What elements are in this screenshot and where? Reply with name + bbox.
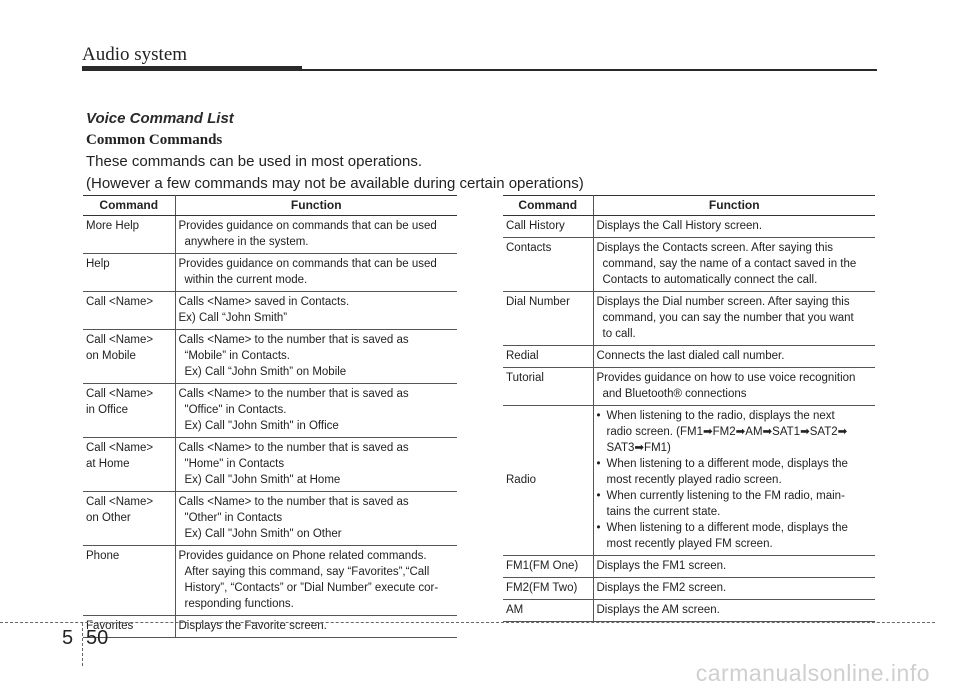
page-header-title: Audio system [82,44,188,65]
text-line: Contacts to automatically connect the call. [602,274,818,286]
function-cell [175,384,457,438]
text-line: Tutorial [506,372,544,384]
text-line: command, you can say the number that you want [602,312,854,324]
text-line: Connects the last dialed call number. [596,350,785,362]
text-line: Call <Name> [86,296,154,308]
text-line: AM [506,604,524,616]
function-cell [593,578,875,600]
text-line: SAT3➡FM1) [606,442,671,454]
header-bar-thin [302,69,877,71]
radio-section [503,406,875,556]
text-line: FM1(FM One) [506,560,579,572]
intro-text-line-1: These commands can be used in most operations. [86,153,423,170]
command-column-header: Command [83,196,175,216]
text-line: Calls <Name> saved in Contacts. [178,296,350,308]
function-cell [593,216,875,238]
text-line: Displays the Call History screen. [596,220,763,232]
text-line: on Mobile [86,350,136,362]
command-cell [503,238,593,292]
chapter-number: 5 [62,627,74,649]
text-line: within the current mode. [184,274,308,286]
text-line: • When listening to a different mode, displays the [606,522,848,534]
radio-bullet-item [597,456,873,488]
text-line: • When listening to the radio, displays the next [606,410,835,422]
function-cell [593,368,875,406]
text-line: in Office [86,404,128,416]
table-row [83,292,457,330]
text-line: responding functions. [184,598,294,610]
function-cell [593,600,875,622]
text-line: Calls <Name> to the number that is saved as [178,442,409,454]
text-line: • When listening to a different mode, displays the [606,458,848,470]
text-line: Displays the Favorite screen. [178,620,327,632]
table-row [83,438,457,492]
text-line: Dial Number [506,296,570,308]
table-row [83,330,457,384]
function-cell [175,292,457,330]
text-line: Provides guidance on Phone related commands. [178,550,427,562]
table-row [83,254,457,292]
text-line: Provides guidance on how to use voice recognition [596,372,856,384]
table-header-row [83,196,457,216]
table-row [503,346,875,368]
command-cell [503,600,593,622]
command-cell [83,492,175,546]
right-command-table [503,195,875,622]
radio-bullet-item [597,488,873,520]
text-line: Call <Name> [86,388,154,400]
text-line: Ex) Call “John Smith” on Mobile [184,366,347,378]
command-cell [503,346,593,368]
left-command-table [83,195,457,638]
function-cell [593,556,875,578]
table-row [503,556,875,578]
table-header-row [503,196,875,216]
text-line: "Home" in Contacts [184,458,285,470]
watermark-text: carmanualsonline.info [695,660,930,686]
command-cell [503,578,593,600]
command-column-header: Command [503,196,593,216]
intro-text-line-2: (However a few commands may not be available during certain operations) [86,175,584,192]
function-cell [175,492,457,546]
text-line: Call <Name> [86,334,154,346]
text-line: Call <Name> [86,442,154,454]
function-column-header: Function [593,196,875,216]
command-cell [503,292,593,346]
text-line: most recently played FM screen. [606,538,773,550]
text-line: Displays the AM screen. [596,604,720,616]
table-row [503,600,875,622]
text-line: command, say the name of a contact saved in the [602,258,857,270]
text-line: tains the current state. [606,506,721,518]
table-row [83,492,457,546]
table-row [503,238,875,292]
radio-bullet-item [597,408,873,456]
text-line: radio screen. (FM1➡FM2➡AM➡SAT1➡SAT2➡ [606,426,848,438]
table-row [83,616,457,638]
text-line: Redial [506,350,539,362]
command-cell [83,384,175,438]
function-cell [593,406,875,556]
function-column-header: Function [175,196,457,216]
text-line: to call. [602,328,636,340]
section-title: Voice Command List [86,110,234,127]
text-line: Ex) Call "John Smith" in Office [184,420,339,432]
text-line: most recently played radio screen. [606,474,782,486]
table-row [503,216,875,238]
radio-bullet-list [597,408,873,552]
text-line: • When currently listening to the FM radio, main- [606,490,845,502]
table-row [83,216,457,254]
command-cell [83,330,175,384]
page-number: 50 [86,627,109,649]
text-line: Provides guidance on commands that can be used [178,220,437,232]
text-line: FM2(FM Two) [506,582,578,594]
header-bar-thick [82,66,302,71]
table-row [503,578,875,600]
text-line: Provides guidance on commands that can be used [178,258,437,270]
command-cell [83,438,175,492]
right-table-body-bottom [503,556,875,622]
footer-divider [82,623,83,666]
right-table-body [503,216,875,406]
text-line: "Other" in Contacts [184,512,283,524]
text-line: Help [86,258,110,270]
text-line: “Mobile” in Contacts. [184,350,290,362]
text-line: Calls <Name> to the number that is saved as [178,334,409,346]
text-line: Contacts [506,242,552,254]
text-line: Displays the FM1 screen. [596,560,727,572]
left-table-body [83,216,457,638]
text-line: Favorites [86,620,134,632]
table-row [503,292,875,346]
command-cell [503,368,593,406]
command-cell [503,216,593,238]
text-line: History”, “Contacts” or ”Dial Number” execute cor- [184,582,439,594]
table-row [83,384,457,438]
command-cell [83,546,175,616]
text-line: Displays the Contacts screen. After saying this [596,242,833,254]
text-line: More Help [86,220,140,232]
footer-dashed-line [0,622,935,623]
function-cell [175,216,457,254]
text-line: Displays the Dial number screen. After saying this [596,296,850,308]
command-cell [83,254,175,292]
text-line: Call History [506,220,565,232]
function-cell [175,330,457,384]
function-cell [175,438,457,492]
function-cell [175,254,457,292]
text-line: After saying this command, say “Favorites”,“Call [184,566,430,578]
table-row [503,368,875,406]
text-line: at Home [86,458,130,470]
text-line: Call <Name> [86,496,154,508]
table-row [503,406,875,556]
text-line: Ex) Call "John Smith" on Other [184,528,342,540]
text-line: anywhere in the system. [184,236,309,248]
text-line: Calls <Name> to the number that is saved as [178,496,409,508]
text-line: Calls <Name> to the number that is saved as [178,388,409,400]
function-cell [593,292,875,346]
text-line: on Other [86,512,131,524]
subsection-title: Common Commands [86,132,223,148]
function-cell [175,616,457,638]
radio-bullet-item [597,520,873,552]
text-line: and Bluetooth® connections [602,388,747,400]
function-cell [593,346,875,368]
text-line: Displays the FM2 screen. [596,582,727,594]
command-cell [503,556,593,578]
text-line: "Office" in Contacts. [184,404,287,416]
text-line: Ex) Call "John Smith" at Home [184,474,341,486]
command-cell [83,216,175,254]
function-cell [175,546,457,616]
text-line: Ex) Call “John Smith” [178,312,288,324]
command-cell [83,292,175,330]
function-cell [593,238,875,292]
command-cell: Radio [503,406,593,556]
text-line: Phone [86,550,120,562]
table-row [83,546,457,616]
